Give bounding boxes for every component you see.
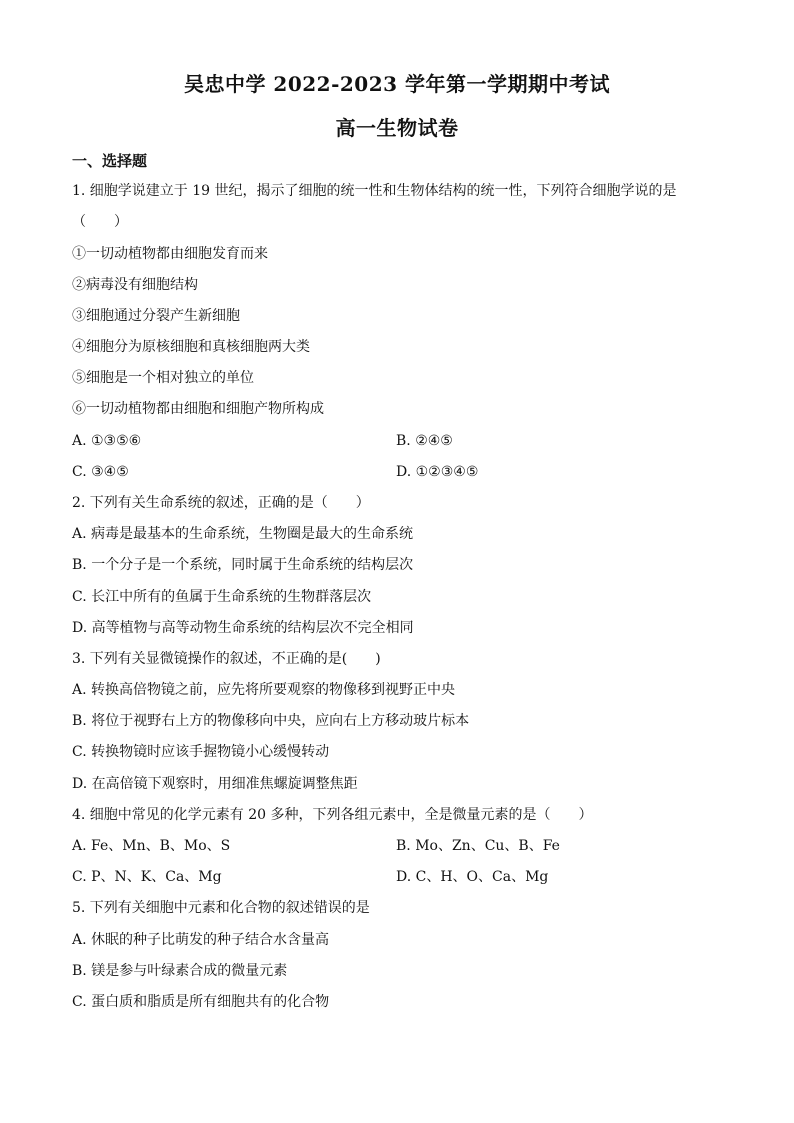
- question-1-stem-cont: （ ）: [72, 214, 128, 230]
- q5-option-a[interactable]: A. 休眠的种子比萌发的种子结合水含量高: [72, 932, 330, 948]
- q3-option-d[interactable]: D. 在高倍镜下观察时，用细准焦螺旋调整焦距: [72, 776, 358, 792]
- q2-option-b[interactable]: B. 一个分子是一个系统，同时属于生命系统的结构层次: [72, 557, 414, 573]
- q4-option-c[interactable]: C. P、N、K、Ca、Mg: [72, 869, 222, 885]
- question-2-stem: 2. 下列有关生命系统的叙述，正确的是（ ）: [72, 495, 370, 511]
- q2-option-c[interactable]: C. 长江中所有的鱼属于生命系统的生物群落层次: [72, 589, 372, 605]
- q1-option-c[interactable]: C. ③④⑤: [72, 464, 129, 480]
- q2-option-d[interactable]: D. 高等植物与高等动物生命系统的结构层次不完全相同: [72, 620, 414, 636]
- question-5-stem: 5. 下列有关细胞中元素和化合物的叙述错误的是: [72, 900, 370, 916]
- q1-statement-1: ①一切动植物都由细胞发育而来: [72, 246, 268, 262]
- q1-option-a[interactable]: A. ①③⑤⑥: [72, 433, 142, 449]
- q1-statement-5: ⑤细胞是一个相对独立的单位: [72, 370, 254, 386]
- q1-option-b[interactable]: B. ②④⑤: [396, 433, 453, 449]
- q1-statement-3: ③细胞通过分裂产生新细胞: [72, 308, 240, 324]
- question-3-stem: 3. 下列有关显微镜操作的叙述，不正确的是( ): [72, 651, 381, 667]
- section-heading: 一、选择题: [72, 152, 148, 170]
- q1-option-d[interactable]: D. ①②③④⑤: [396, 464, 479, 480]
- q4-option-a[interactable]: A. Fe、Mn、B、Mo、S: [72, 838, 231, 854]
- exam-title: 吴忠中学 2022-2023 学年第一学期期中考试: [183, 72, 611, 96]
- q5-option-b[interactable]: B. 镁是参与叶绿素合成的微量元素: [72, 963, 288, 979]
- question-1-stem: 1. 细胞学说建立于 19 世纪，揭示了细胞的统一性和生物体结构的统一性，下列符合细胞学说的是: [72, 183, 677, 199]
- q3-option-b[interactable]: B. 将位于视野右上方的物像移向中央，应向右上方移动玻片标本: [72, 713, 470, 729]
- q5-option-c[interactable]: C. 蛋白质和脂质是所有细胞共有的化合物: [72, 994, 330, 1010]
- q3-option-c[interactable]: C. 转换物镜时应该手握物镜小心缓慢转动: [72, 744, 330, 760]
- q4-option-b[interactable]: B. Mo、Zn、Cu、B、Fe: [396, 838, 560, 854]
- exam-subtitle: 高一生物试卷: [335, 116, 459, 140]
- q1-statement-6: ⑥一切动植物都由细胞和细胞产物所构成: [72, 401, 324, 417]
- question-4-stem: 4. 细胞中常见的化学元素有 20 多种，下列各组元素中，全是微量元素的是（ ）: [72, 807, 593, 823]
- q1-statement-2: ②病毒没有细胞结构: [72, 277, 198, 293]
- q3-option-a[interactable]: A. 转换高倍物镜之前，应先将所要观察的物像移到视野正中央: [72, 682, 456, 698]
- q4-option-d[interactable]: D. C、H、O、Ca、Mg: [396, 869, 549, 885]
- q2-option-a[interactable]: A. 病毒是最基本的生命系统，生物圈是最大的生命系统: [72, 526, 414, 542]
- q1-statement-4: ④细胞分为原核细胞和真核细胞两大类: [72, 339, 310, 355]
